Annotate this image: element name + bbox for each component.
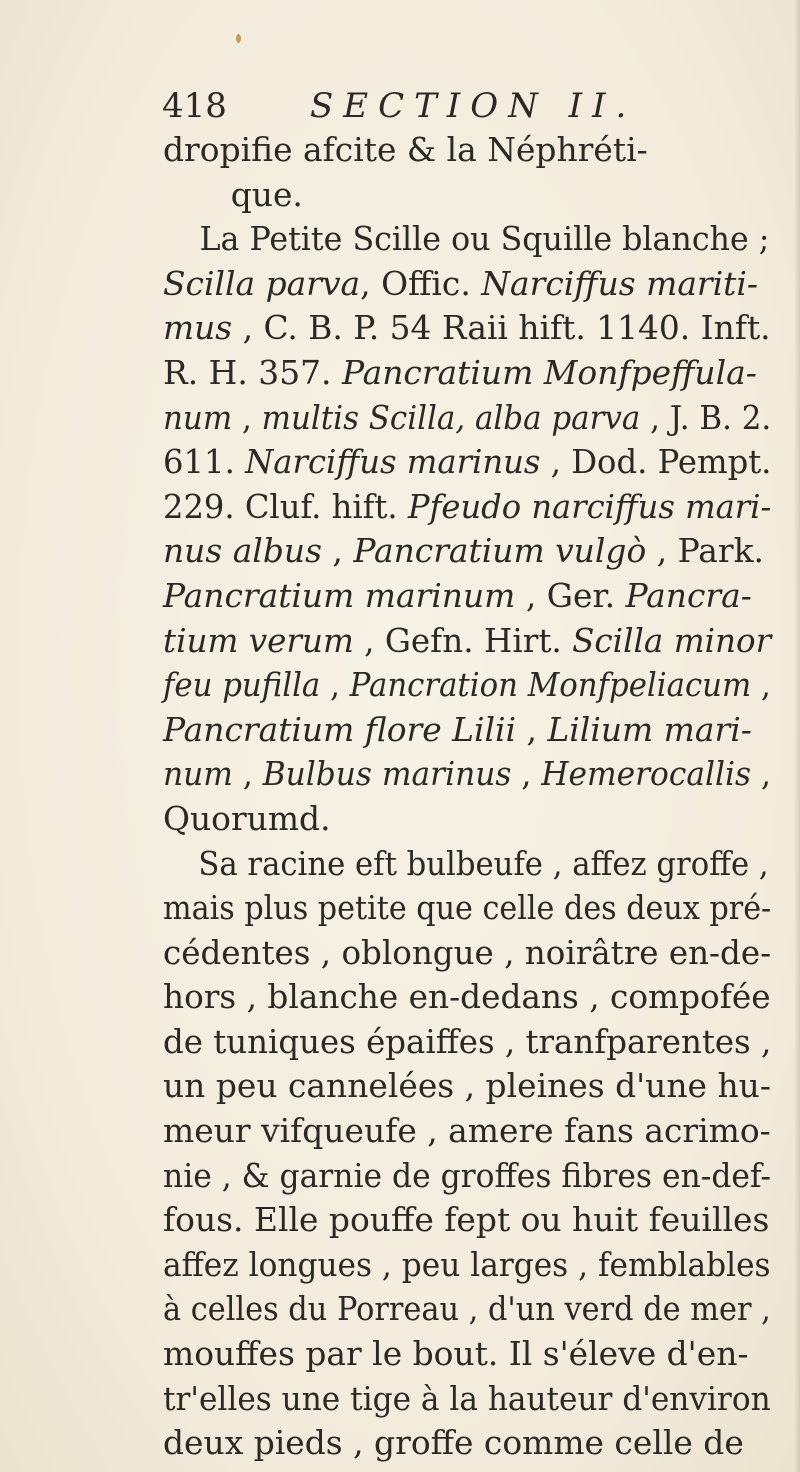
roman-text: 611. bbox=[163, 442, 246, 482]
roman-text: à celles du Porreau , d'un verd de mer , bbox=[163, 1289, 771, 1329]
italic-text: Pancra- bbox=[625, 575, 752, 615]
text-line bbox=[163, 619, 772, 664]
italic-text: multis Scilla, alba parva bbox=[261, 397, 641, 437]
roman-text: , Dod. Pempt. bbox=[540, 442, 772, 482]
italic-text: Scilla parva bbox=[163, 263, 361, 303]
roman-text: mouffes par le bout. Il s'éleve d'en- bbox=[163, 1334, 749, 1374]
roman-text: mais plus petite que celle des deux pré- bbox=[163, 888, 772, 928]
italic-text: num bbox=[163, 397, 233, 437]
page-edge-shadow bbox=[794, 0, 800, 1472]
text-line bbox=[163, 752, 771, 797]
text-line bbox=[163, 708, 771, 753]
text-line bbox=[163, 1243, 771, 1288]
roman-text: dropifie afcite & la Néphréti- bbox=[163, 130, 648, 169]
text-line bbox=[163, 440, 772, 485]
italic-text: Bulbus marinus bbox=[262, 754, 512, 794]
roman-text: de tuniques épaiffes , tranfparentes , bbox=[163, 1021, 772, 1061]
text-line bbox=[163, 1198, 771, 1243]
italic-text: nus albus bbox=[163, 531, 322, 571]
body-text bbox=[163, 128, 773, 1466]
roman-text: un peu cannelées , pleines d'une hu- bbox=[163, 1066, 771, 1106]
text-line bbox=[163, 1377, 771, 1422]
roman-text: meur vifqueufe , amere fans acrimo- bbox=[163, 1111, 771, 1151]
roman-text: tr'elles une tige à la hauteur d'environ bbox=[163, 1378, 771, 1418]
roman-text: 229. Cluf. hift. bbox=[163, 486, 408, 526]
ink-speck bbox=[236, 34, 241, 43]
roman-text: , Gefn. Hirt. bbox=[353, 620, 573, 660]
text-line bbox=[163, 396, 772, 441]
text-line bbox=[163, 128, 771, 173]
text-line bbox=[163, 663, 771, 708]
section-title: SECTION II. bbox=[310, 86, 637, 126]
roman-text: nie , & garnie de groffes fibres en-def- bbox=[163, 1155, 772, 1195]
text-line bbox=[163, 1332, 771, 1377]
roman-text: , bbox=[320, 665, 350, 705]
italic-text: Pancration Monfpeliacum bbox=[349, 665, 752, 705]
italic-text: Pancratium Monfpeffula- bbox=[341, 352, 757, 392]
roman-text: , bbox=[321, 531, 354, 571]
roman-text: hors , blanche en-dedans , compofée bbox=[163, 977, 771, 1017]
roman-text: , J. B. 2. bbox=[640, 397, 772, 437]
italic-text: Pancratium vulgò bbox=[353, 531, 647, 571]
text-line bbox=[163, 842, 769, 887]
roman-text: deux pieds , groffe comme celle de bbox=[163, 1423, 744, 1463]
roman-text: R. H. 357. bbox=[163, 352, 342, 392]
roman-text: , bbox=[232, 397, 262, 437]
italic-text: mus bbox=[163, 308, 233, 348]
italic-text: tium verum bbox=[163, 620, 354, 660]
roman-text: affez longues , peu larges , femblables bbox=[163, 1244, 771, 1284]
italic-text: Scilla minor bbox=[572, 620, 772, 660]
text-line bbox=[163, 306, 770, 351]
italic-text: feu pufilla bbox=[163, 665, 321, 705]
roman-text: cédentes , oblongue , noirâtre en-de- bbox=[163, 932, 772, 972]
roman-text: , Park. bbox=[646, 531, 764, 571]
italic-text: num bbox=[163, 754, 233, 794]
text-line bbox=[163, 262, 771, 307]
text-line bbox=[163, 173, 771, 218]
roman-text: La Petite Scille ou Squille blanche ; bbox=[199, 219, 770, 259]
italic-text: Hemerocallis bbox=[541, 754, 752, 794]
roman-text: que. bbox=[230, 174, 303, 214]
text-line bbox=[163, 529, 771, 574]
italic-text: Lilium mari- bbox=[547, 709, 752, 749]
italic-text: Pancratium marinum bbox=[163, 575, 516, 615]
roman-text: , bbox=[751, 665, 771, 705]
running-header bbox=[162, 84, 762, 128]
italic-text: Narciffus mariti- bbox=[481, 263, 759, 303]
text-line bbox=[163, 1020, 772, 1065]
text-line bbox=[163, 1064, 771, 1109]
roman-text: , Offic. bbox=[360, 263, 482, 303]
text-line bbox=[163, 574, 771, 619]
page-number: 418 bbox=[162, 86, 227, 126]
roman-text: , bbox=[511, 754, 542, 794]
text-line bbox=[163, 485, 772, 530]
italic-text: Pancratium flore Lilii bbox=[163, 709, 517, 749]
text-line bbox=[163, 1421, 771, 1466]
text-line bbox=[163, 797, 771, 842]
italic-text: Narciffus marinus bbox=[245, 442, 541, 482]
text-line bbox=[163, 886, 772, 931]
text-line bbox=[163, 1109, 771, 1154]
text-line bbox=[163, 1287, 771, 1332]
text-line bbox=[163, 217, 770, 262]
roman-text: , Ger. bbox=[515, 575, 626, 615]
roman-text: Quorumd. bbox=[163, 798, 331, 838]
roman-text: , C. B. P. 54 Raii hift. 1140. Inft. bbox=[232, 308, 771, 348]
text-line bbox=[163, 975, 771, 1020]
roman-text: fous. Elle pouffe fept ou huit feuilles bbox=[163, 1200, 770, 1240]
text-line bbox=[163, 1154, 772, 1199]
roman-text: Sa racine eft bulbeufe , affez groffe , bbox=[198, 843, 769, 883]
text-line bbox=[163, 931, 772, 976]
text-line bbox=[163, 351, 771, 396]
roman-text: , bbox=[232, 754, 263, 794]
italic-text: Pfeudo narciffus mari- bbox=[407, 486, 772, 526]
roman-text: , bbox=[516, 709, 548, 749]
roman-text: , bbox=[751, 754, 771, 794]
